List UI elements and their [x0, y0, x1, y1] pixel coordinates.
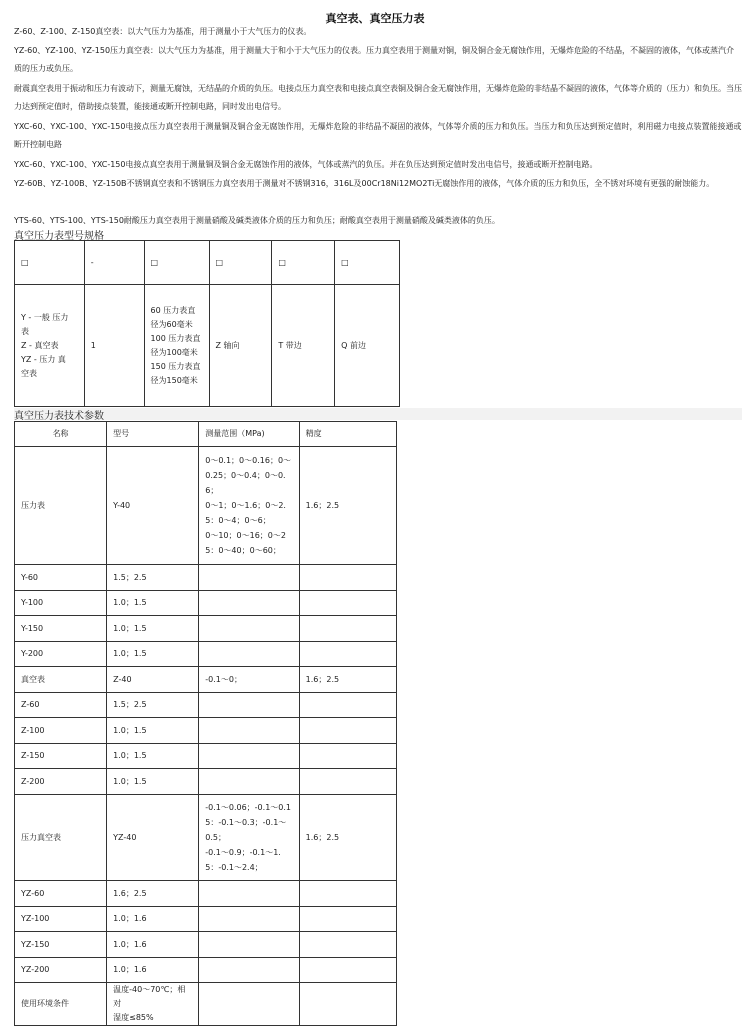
param-range-line: 5：-0.1～2.4； [205, 863, 263, 872]
spec-header-cell: □ [335, 241, 400, 285]
spec-size-line: 150 压力表直 [150, 361, 201, 371]
param-row [15, 642, 397, 667]
param-model-cell: Y-40 [107, 447, 199, 565]
param-name-cell: 使用环境条件 [15, 983, 107, 1026]
param-precision-cell [299, 769, 396, 795]
param-precision-cell [299, 932, 396, 958]
spec-type-line: 空表 [21, 368, 37, 378]
param-header-precision: 精度 [299, 422, 396, 447]
doc-title: 真空表、真空压力表 [325, 12, 425, 25]
spec-side-cell: T 带边 [272, 285, 335, 407]
param-name-cell: YZ-150 [15, 932, 107, 958]
param-model-cell: 1.0；1.5 [107, 642, 199, 667]
param-range-cell [199, 591, 299, 616]
param-row [15, 958, 397, 983]
param-model-cell [107, 983, 199, 1026]
param-model-cell: 1.0；1.5 [107, 616, 199, 642]
param-precision-cell [299, 718, 396, 744]
spec-size-line: 径为150毫米 [150, 375, 198, 385]
param-name-cell: 真空表 [15, 667, 107, 693]
param-name-cell: Z-200 [15, 769, 107, 795]
param-row [15, 795, 397, 881]
param-row [15, 447, 397, 565]
param-row [15, 983, 397, 1026]
spec-size-line: 径为100毫米 [150, 347, 198, 357]
param-name-cell: Y-200 [15, 642, 107, 667]
spec-header-cell: □ [144, 241, 209, 285]
param-name-cell: Z-100 [15, 718, 107, 744]
param-name-cell: Y-150 [15, 616, 107, 642]
param-range-cell [199, 983, 299, 1026]
param-range-line: 5：-0.1～0.3；-0.1～ [205, 818, 287, 827]
param-range-cell [199, 447, 299, 565]
param-name-cell: YZ-60 [15, 881, 107, 907]
param-range-cell [199, 616, 299, 642]
param-range-cell [199, 907, 299, 932]
section-heading-params: 真空压力表技术参数 [14, 411, 104, 422]
param-range-cell [199, 693, 299, 718]
param-range-line: 0～0.1；0～0.16；0～ [205, 456, 292, 465]
spec-type-line: Y - 一般 压力 [21, 312, 69, 322]
spec-type-cell [15, 285, 85, 407]
param-range-line: 0～1；0～1.6；0～2. [205, 501, 286, 510]
param-name-cell: Y-60 [15, 565, 107, 591]
param-row [15, 744, 397, 769]
param-model-cell: 1.0；1.6 [107, 958, 199, 983]
param-table [14, 421, 397, 1026]
param-range-cell [199, 667, 299, 693]
param-name-cell: Z-150 [15, 744, 107, 769]
param-precision-cell: 1.6；2.5 [299, 667, 396, 693]
spec-header-cell: - [84, 241, 144, 285]
param-range-cell [199, 881, 299, 907]
param-range-line: 5：0～40；0～60； [205, 546, 281, 555]
param-precision-cell [299, 958, 396, 983]
param-range-line: -0.1～0； [205, 675, 242, 684]
spec-size-cell [144, 285, 209, 407]
spec-size-line: 径为60毫米 [150, 319, 193, 329]
param-model-cell: Z-40 [107, 667, 199, 693]
param-header-name: 名称 [15, 422, 107, 447]
param-range-cell [199, 769, 299, 795]
param-row [15, 881, 397, 907]
param-range-line: 0～10；0～16；0～2 [205, 531, 286, 540]
param-row [15, 565, 397, 591]
param-model-cell: 1.0；1.5 [107, 591, 199, 616]
param-model-line: 温度-40～70℃；相对 [113, 985, 186, 1008]
paragraph-z: Z-60、Z-100、Z-150真空表：以大气压力为基准，用于测量小于大气压力的仪表。 [14, 27, 312, 36]
param-precision-cell [299, 744, 396, 769]
param-range-line: 0.5； [205, 833, 226, 842]
param-range-line: 5：0～4；0～6； [205, 516, 271, 525]
param-precision-cell [299, 642, 396, 667]
spec-value-row [15, 285, 400, 407]
param-range-cell [199, 958, 299, 983]
param-row [15, 769, 397, 795]
spec-type-line: YZ - 压力 真 [21, 354, 66, 364]
param-row [15, 718, 397, 744]
param-range-cell [199, 795, 299, 881]
param-model-line: 湿度≤85% [113, 1013, 154, 1022]
param-model-cell: 1.0；1.6 [107, 907, 199, 932]
param-name-cell: 压力真空表 [15, 795, 107, 881]
param-range-line: 6； [205, 486, 219, 495]
param-row [15, 616, 397, 642]
spec-front-cell: Q 前边 [335, 285, 400, 407]
param-row [15, 591, 397, 616]
param-precision-cell [299, 693, 396, 718]
param-precision-cell: 1.6；2.5 [299, 447, 396, 565]
param-precision-cell: 1.6；2.5 [299, 795, 396, 881]
param-name-cell: Z-60 [15, 693, 107, 718]
spec-size-line: 100 压力表直 [150, 333, 201, 343]
spec-size-line: 60 压力表直 [150, 305, 196, 315]
paragraph-yz: YZ-60、YZ-100、YZ-150压力真空表：以大气压力为基准，用于测量大于和小于大气压力的仪表。压力真空表用于测量对铜，铜及铜合金无腐蚀作用，无爆炸危险的不结晶，不凝固的液体，气体或蒸汽介质的压力或负压。 [14, 46, 735, 73]
param-range-cell [199, 744, 299, 769]
param-row [15, 667, 397, 693]
param-range-line: 0.25；0～0.4；0～0. [205, 471, 286, 480]
spec-number-cell: 1 [84, 285, 144, 407]
param-precision-cell [299, 907, 396, 932]
param-precision-cell [299, 591, 396, 616]
param-precision-cell [299, 565, 396, 591]
section-bar [14, 408, 742, 420]
param-row [15, 907, 397, 932]
param-precision-cell [299, 881, 396, 907]
param-row [15, 932, 397, 958]
spec-header-cell: □ [15, 241, 85, 285]
param-range-line: -0.1～0.06；-0.1～0.1 [205, 803, 292, 812]
param-range-cell [199, 642, 299, 667]
param-precision-cell [299, 983, 396, 1026]
param-name-cell: YZ-200 [15, 958, 107, 983]
spec-type-line: Z - 真空表 [21, 340, 59, 350]
param-model-cell: 1.5；2.5 [107, 693, 199, 718]
spec-table [14, 240, 400, 407]
spec-header-cell: □ [272, 241, 335, 285]
param-model-cell: 1.5；2.5 [107, 565, 199, 591]
param-model-cell: 1.6；2.5 [107, 881, 199, 907]
spec-header-cell: □ [209, 241, 272, 285]
param-header-range: 测量范围（MPa) [199, 422, 299, 447]
paragraph-yxc-vacuum: YXC-60、YXC-100、YXC-150电接点真空表用于测量铜及铜合金无腐蚀作用的液体，气体或蒸汽的负压。并在负压达到预定值时发出电信号，接通或断开控制电路。 [14, 160, 598, 169]
paragraph-acid: YTS-60、YTS-100、YTS-150耐酸压力真空表用于测量硝酸及碱类液体介质的压力和负压；耐酸真空表用于测量硝酸及碱类液体的负压。 [14, 216, 500, 225]
param-model-cell: 1.0；1.6 [107, 932, 199, 958]
param-name-cell: 压力表 [15, 447, 107, 565]
param-model-cell: 1.0；1.5 [107, 718, 199, 744]
paragraph-stainless: YZ-60B、YZ-100B、YZ-150B不锈钢真空表和不锈钢压力真空表用于测量对不锈钢316，316L及00Cr18Ni12MO2Ti无腐蚀作用的液体，气体介质的压力和负压，全不锈对环境有更强的耐蚀能力。 [14, 179, 715, 188]
param-name-cell: Y-100 [15, 591, 107, 616]
param-range-cell [199, 932, 299, 958]
param-header-row [15, 422, 397, 447]
spec-axial-cell: Z 轴向 [209, 285, 272, 407]
section-heading-spec: 真空压力表型号规格 [14, 231, 104, 242]
param-range-cell [199, 718, 299, 744]
param-model-cell: YZ-40 [107, 795, 199, 881]
param-row [15, 693, 397, 718]
spec-type-line: 表 [21, 326, 29, 336]
param-range-cell [199, 565, 299, 591]
param-model-cell: 1.0；1.5 [107, 744, 199, 769]
param-precision-cell [299, 616, 396, 642]
param-header-model: 型号 [107, 422, 199, 447]
param-model-cell: 1.0；1.5 [107, 769, 199, 795]
paragraph-shock: 耐震真空表用于振动和压力有波动下，测量无腐蚀，无结晶的介质的负压。电接点压力真空表和电接点真空表铜及铜合金无腐蚀作用，无爆炸危险的非结晶不凝固的液体，气体等介质的（压力）和负压。当压力达到预定值时，借助接点装置，能接通或断开控制电路，同时发出电信号。 [14, 84, 742, 111]
paragraph-yxc-pressure: YXC-60、YXC-100、YXC-150电接点压力真空表用于测量铜及铜合金无腐蚀作用，无爆炸危险的非结晶不凝固的液体，气体等介质的压力和负压。当压力和负压达到预定值时，利用磁力电接点装置能接通或断开控制电路 [14, 122, 742, 149]
spec-header-row [15, 241, 400, 285]
param-range-line: -0.1～0.9；-0.1～1. [205, 848, 281, 857]
param-name-cell: YZ-100 [15, 907, 107, 932]
